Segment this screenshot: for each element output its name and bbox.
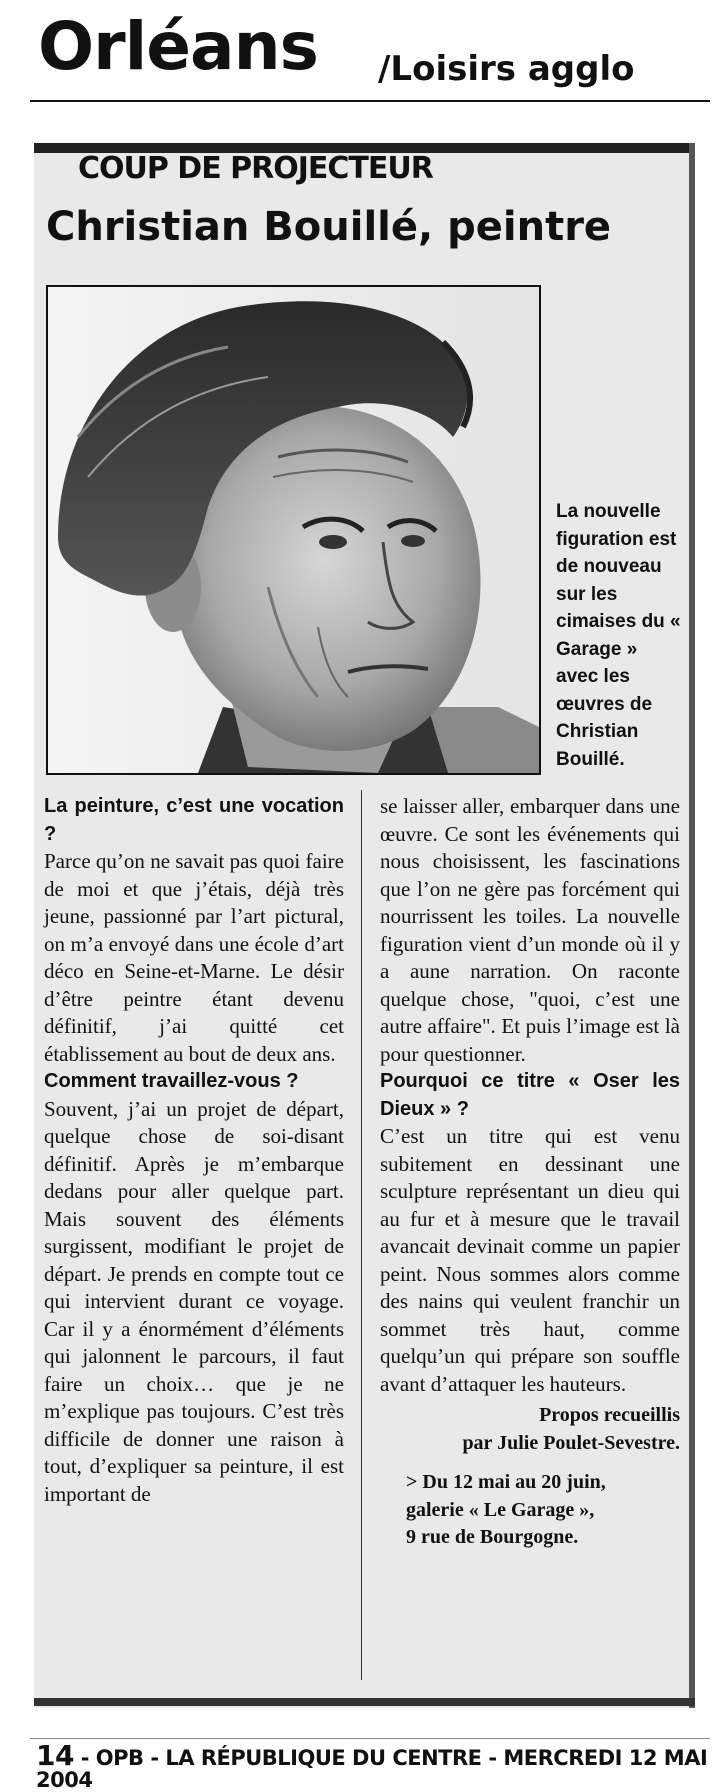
- page-number: 14: [36, 1739, 74, 1772]
- article-title: Christian Bouillé, peintre: [46, 204, 612, 250]
- photo-caption: La nouvelle figuration est de nouveau sur les cimaises du « Garage » avec les œuvres de Christian Bouillé.: [556, 501, 681, 770]
- exhibition-gallery: galerie « Le Garage »,: [406, 1498, 595, 1521]
- question-working: Comment travaillez-vous ?: [44, 1070, 299, 1092]
- question-title: Pourquoi ce titre « Oser les Dieux » ?: [380, 1070, 680, 1120]
- signature-line-2: par Julie Poulet-Sevestre.: [462, 1431, 680, 1454]
- footer-text: - OPB - LA RÉPUBLIQUE DU CENTRE - MERCREDI 12 MAI 2004: [36, 1746, 708, 1792]
- exhibition-address: 9 rue de Bourgogne.: [406, 1526, 579, 1548]
- answer-working-continued: se laisser aller, embarquer dans une œuvre. Ce sont les événements qui nous choisissent, les fascinations que l’on ne gère pas forcément qui nourrissent les toiles. La nouvelle figuration vient d’un monde où il y a aune narration. On raconte quelque chose, "quoi, c’est une autre affaire". Et puis l’image est là pour questionner.: [380, 794, 680, 1066]
- signature-line-1: Propos recueillis: [539, 1404, 680, 1426]
- answer-vocation: Parce qu’on ne savait pas quoi faire de moi et que j’étais, déjà très jeune, passionné par l’art pictural, on m’a envoyé dans une école d’art déco en Seine-et-Marne. Le désir d’être peintre étant devenu définitif, j’ai quitté cet établissement au bout de deux ans.: [44, 849, 344, 1066]
- article-column-right: [380, 793, 680, 1552]
- column-divider: [361, 790, 362, 1680]
- portrait-photo: [46, 285, 541, 775]
- page-footer: [36, 1739, 728, 1792]
- article-kicker: COUP DE PROJECTEUR: [78, 151, 433, 186]
- masthead-city: Orléans: [38, 8, 318, 85]
- masthead-rule: [30, 100, 710, 102]
- panel-shadow-right: [689, 143, 695, 1708]
- masthead-section: /Loisirs agglo: [378, 49, 635, 89]
- panel-shadow-bottom: [34, 1698, 695, 1706]
- article-column-left: [44, 793, 344, 1508]
- exhibition-dates: > Du 12 mai au 20 juin,: [406, 1471, 606, 1493]
- answer-working: Souvent, j’ai un projet de départ, quelque chose de soi-disant définitif. Après je m’embarque dedans pour aller quelque part. Mais souvent des éléments surgissent, modifiant le projet de départ. Je prends en compte tout ce qui intervient durant ce voyage. Car il y a énormément d’éléments qui jalonnent le parcours, il faut faire un choix… que je ne m’explique pas toujours. C’est très difficile de donner une raison à tout, d’expliquer sa peinture, il est important de: [44, 1096, 344, 1506]
- question-vocation: La peinture, c’est une vocation ?: [44, 795, 344, 845]
- answer-title: C’est un titre qui est venu subitement en dessinant une sculpture représentant un dieu qui au fur et à mesure que le travail avancait devinait comme un papier peint. Nous sommes alors comme des nains qui veulent franchir un sommet très haut, comme quelqu’un qui prépare son souffle avant d’attaquer les hauteurs.: [380, 1124, 680, 1396]
- footer-rule: [30, 1738, 710, 1739]
